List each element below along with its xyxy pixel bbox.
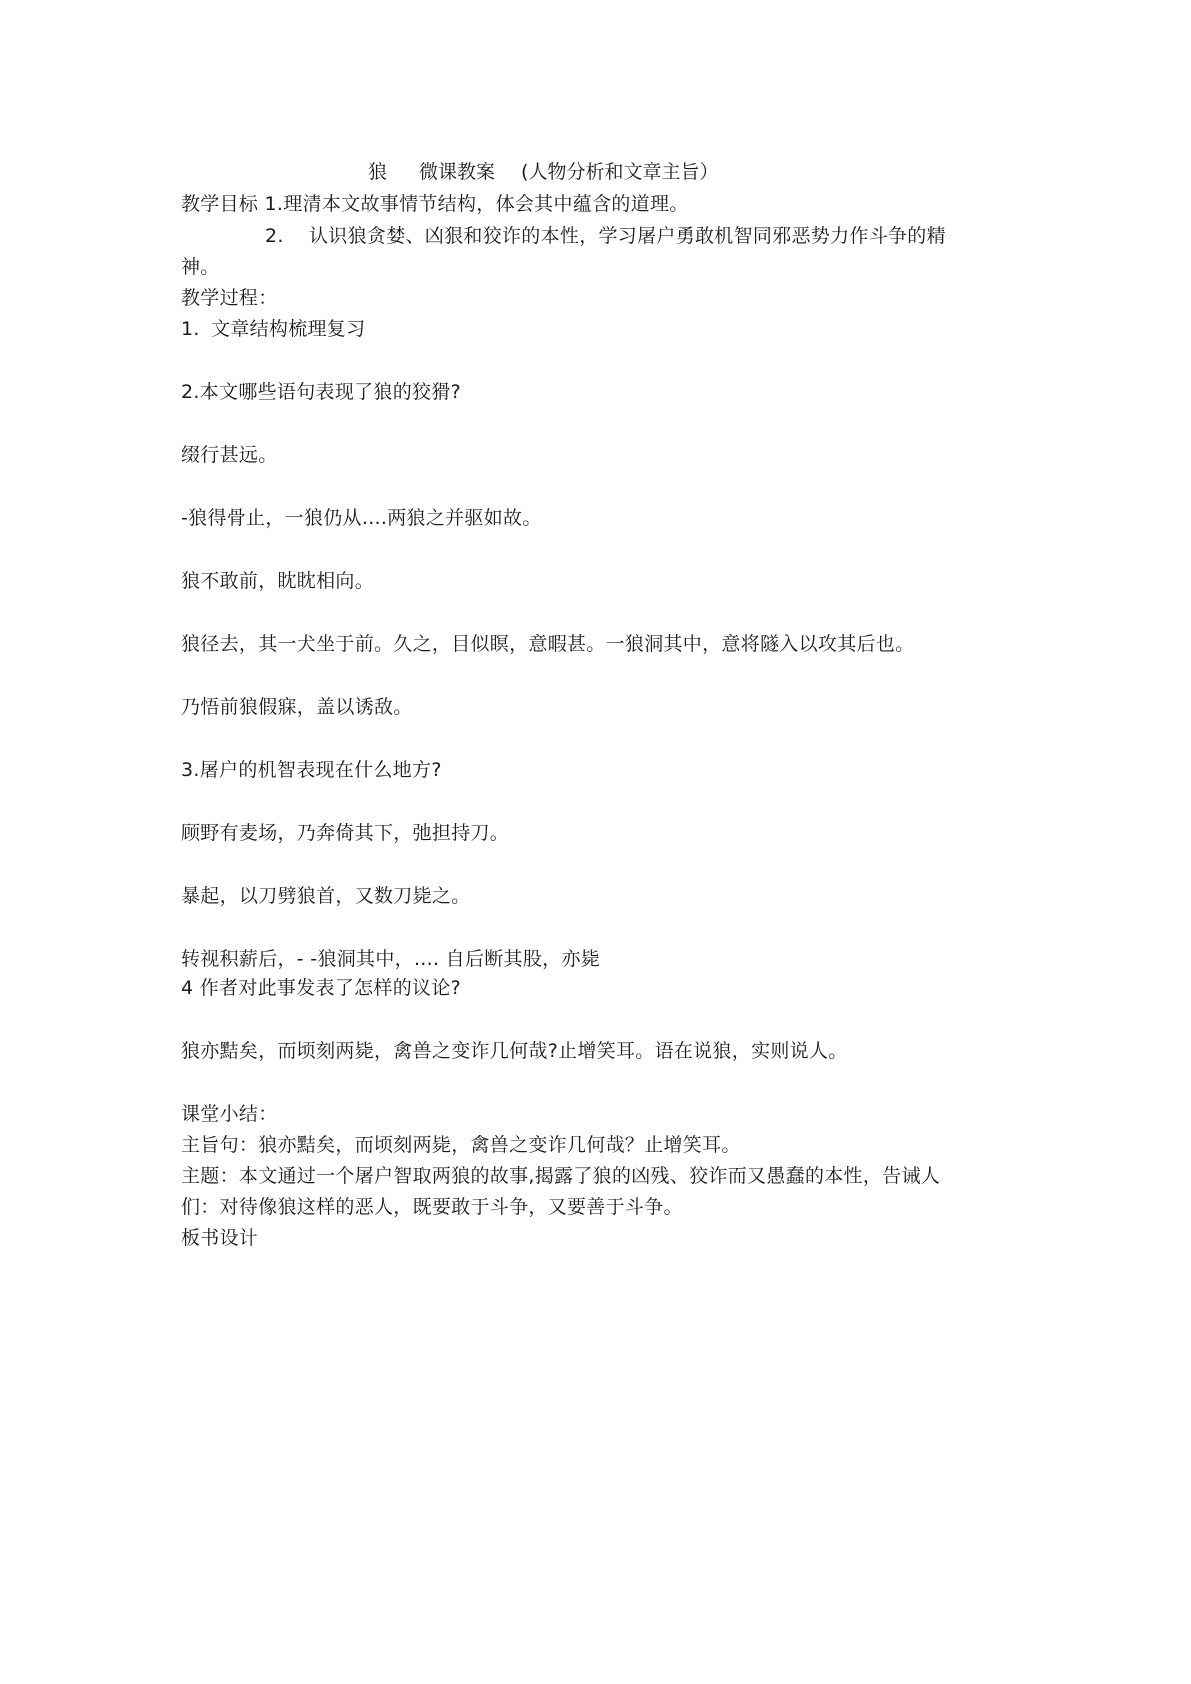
question-3-answer: 顾野有麦场，乃奔倚其下，弛担持刀。 [181,822,510,844]
summary-heading: 课堂小结： [181,1103,278,1125]
question-3: 3.屠户的机智表现在什么地方? [181,759,442,781]
question-2-answer: 狼不敢前，眈眈相向。 [181,570,375,592]
question-2: 2.本文哪些语句表现了狼的狡猾? [181,381,462,403]
question-2-answer: 缀行甚远。 [181,444,278,466]
goal-text-2: 认识狼贪婪、凶狠和狡诈的本性，学习屠户勇敢机智同邪恶势力作斗争的精 [309,225,946,247]
goal-line-3: 神。 [181,256,220,278]
question-3-answer: 转视积薪后，- -狼洞其中，.... 自后断其股，亦毙 [181,948,601,970]
title-part-subtitle: (人物分析和文章主旨） [521,161,719,183]
theme-line-2: 们：对待像狼这样的恶人，既要敢于斗争，又要善于斗争。 [181,1196,683,1218]
board-design-heading: 板书设计 [181,1227,259,1249]
process-item-1-number: 1. [181,318,200,340]
process-item-1-text: 文章结构梳理复习 [211,318,366,340]
theme-line-1: 主题：本文通过一个屠户智取两狼的故事,揭露了狼的凶残、狡诈而又愚蠢的本性，告诫人 [181,1165,941,1187]
goal-line-1: 教学目标 1.理清本文故事情节结构，体会其中蕴含的道理。 [181,193,689,215]
key-sentence: 主旨句：狼亦黠矣，而顷刻两毙，禽兽之变诈几何哉？止增笑耳。 [181,1134,741,1156]
page-title [368,160,718,184]
process-heading: 教学过程： [181,287,278,309]
question-4-answer: 狼亦黠矣，而顷刻两毙，禽兽之变诈几何哉?止增笑耳。语在说狼，实则说人。 [181,1040,848,1062]
goal-number-2: 2. [265,225,284,247]
process-item-1 [181,317,365,341]
question-2-answer: 乃悟前狼假寐，盖以诱敌。 [181,696,413,718]
question-4: 4 作者对此事发表了怎样的议论? [181,977,462,999]
question-3-answer: 暴起，以刀劈狼首，又数刀毙之。 [181,885,471,907]
question-2-answer: -狼得骨止，一狼仍从....两狼之并驱如故。 [181,507,542,529]
title-part-wolf: 狼 [368,161,388,183]
goal-line-2 [265,224,946,248]
title-part-lesson: 微课教案 [419,161,496,183]
question-2-answer: 狼径去，其一犬坐于前。久之，目似瞑，意暇甚。一狼洞其中，意将隧入以攻其后也。 [181,633,915,655]
